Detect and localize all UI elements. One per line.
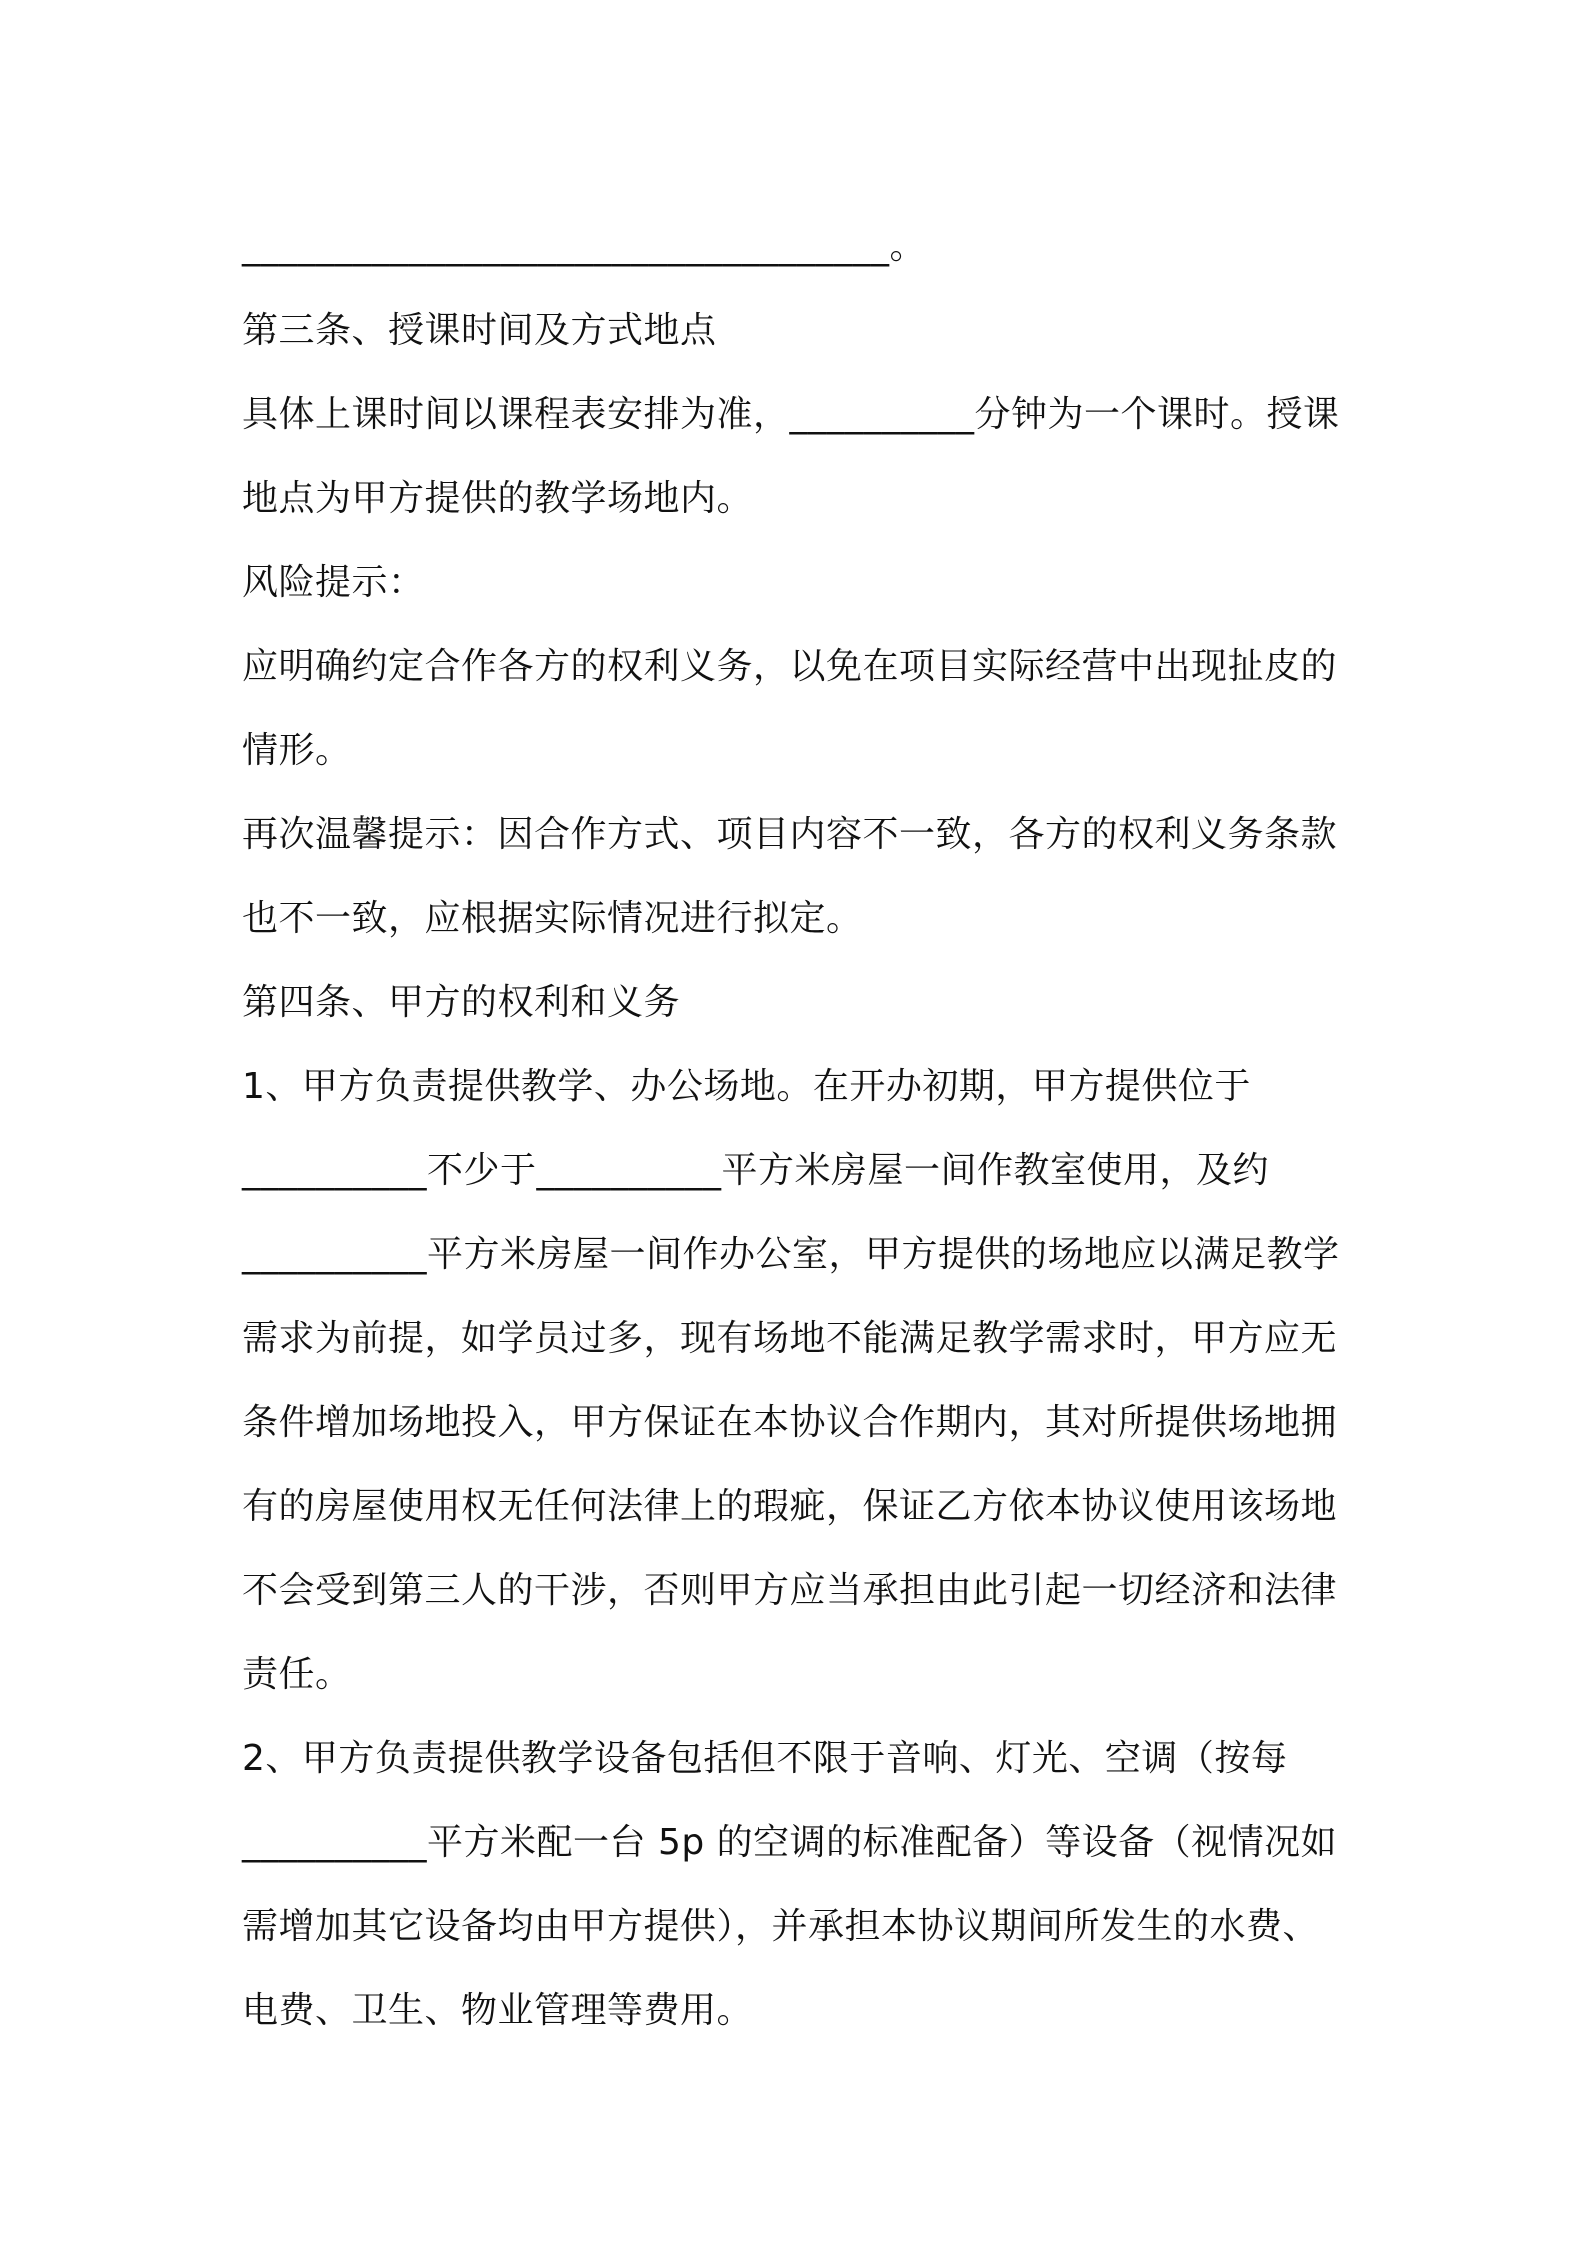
text-line: 具体上课时间以课程表安排为准，__________分钟为一个课时。授课 — [242, 394, 1340, 435]
text-line: 也不一致，应根据实际情况进行拟定。 — [242, 898, 863, 939]
text-line: 有的房屋使用权无任何法律上的瑕疵，保证乙方依本协议使用该场地 — [242, 1486, 1338, 1527]
text-line: 不会受到第三人的干涉，否则甲方应当承担由此引起一切经济和法律 — [242, 1570, 1338, 1611]
text-line: 需求为前提，如学员过多，现有场地不能满足教学需求时，甲方应无 — [242, 1318, 1338, 1359]
text-line: 1、甲方负责提供教学、办公场地。在开办初期，甲方提供位于 — [242, 1066, 1251, 1107]
text-line: 条件增加场地投入，甲方保证在本协议合作期内，其对所提供场地拥 — [242, 1402, 1338, 1443]
text-line: 再次温馨提示：因合作方式、项目内容不一致，各方的权利义务条款 — [242, 814, 1338, 855]
text-line: 责任。 — [242, 1654, 352, 1695]
text-line-blank-end: ___________________________________。 — [242, 226, 926, 267]
text-line: 情形。 — [242, 730, 352, 771]
text-line: __________平方米配一台 5p 的空调的标准配备）等设备（视情况如 — [242, 1822, 1338, 1863]
risk-note-heading: 风险提示： — [242, 562, 425, 603]
text-line: 应明确约定合作各方的权利义务，以免在项目实际经营中出现扯皮的 — [242, 646, 1338, 687]
text-line: 地点为甲方提供的教学场地内。 — [242, 478, 754, 519]
text-line: 2、甲方负责提供教学设备包括但不限于音响、灯光、空调（按每 — [242, 1738, 1288, 1779]
text-line: __________平方米房屋一间作办公室，甲方提供的场地应以满足教学 — [242, 1234, 1340, 1275]
text-line: 需增加其它设备均由甲方提供），并承担本协议期间所发生的水费、 — [242, 1906, 1320, 1947]
text-line: 电费、卫生、物业管理等费用。 — [242, 1990, 754, 2031]
heading-article-4: 第四条、甲方的权利和义务 — [242, 982, 681, 1023]
document-body — [242, 205, 1367, 2053]
heading-article-3: 第三条、授课时间及方式地点 — [242, 310, 717, 351]
text-line: __________不少于__________平方米房屋一间作教室使用，及约 — [242, 1150, 1270, 1191]
